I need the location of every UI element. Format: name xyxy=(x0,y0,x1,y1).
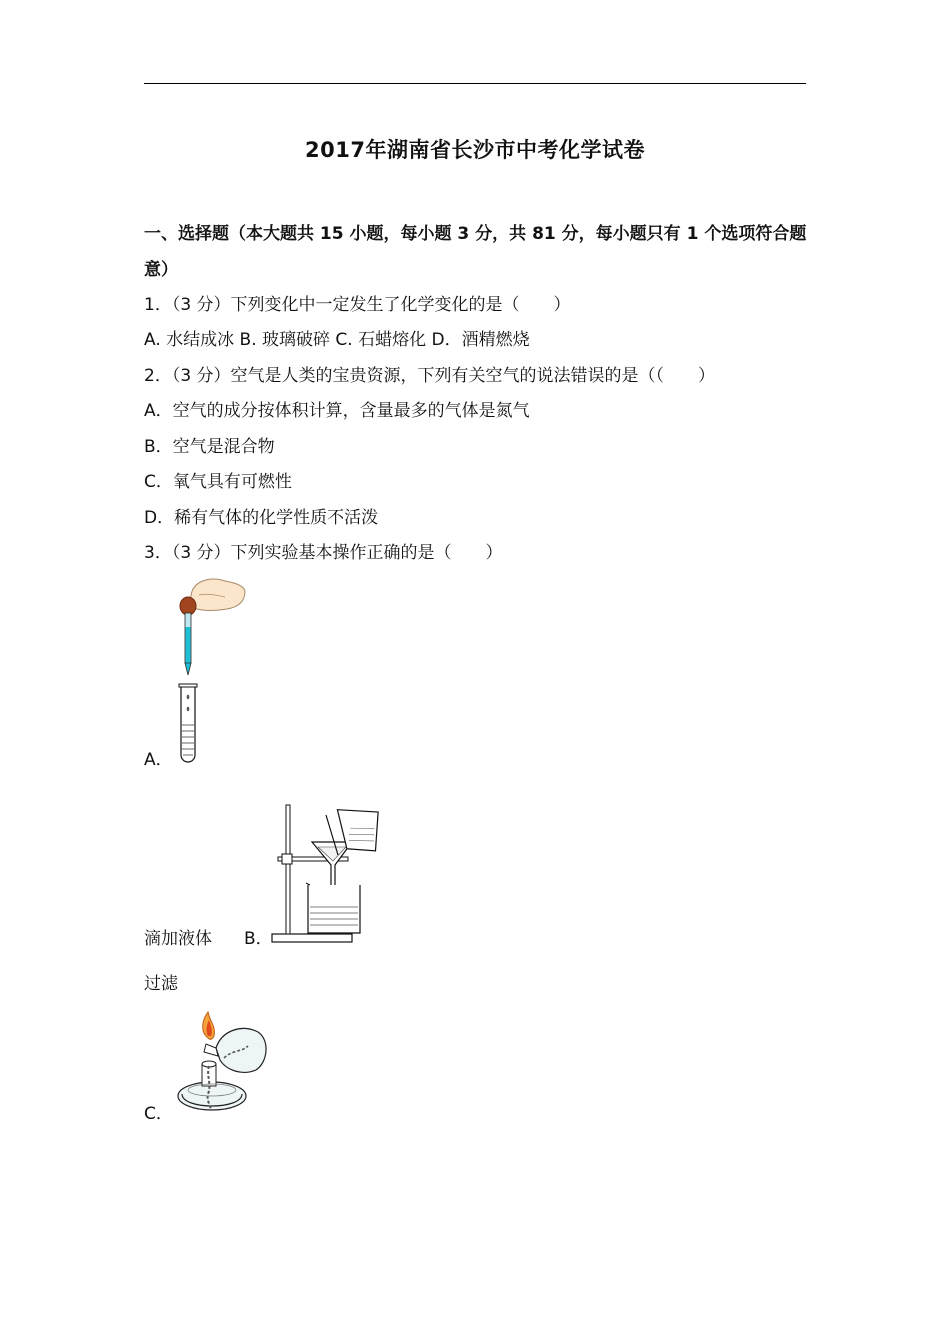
q2-option-c: C．氧气具有可燃性 xyxy=(144,472,292,492)
dropper-test-tube-figure xyxy=(165,575,250,767)
q3-option-b-letter: B． xyxy=(244,929,273,949)
q2-option-d: D．稀有气体的化学性质不活泼 xyxy=(144,508,379,528)
section-heading: 一、选择题（本大题共 15 小题，每小题 3 分，共 81 分，每小题只有 1 个选项符合题 xyxy=(144,224,807,244)
alcohol-lamp-figure xyxy=(172,1010,272,1122)
page-title: 2017年湖南省长沙市中考化学试卷 xyxy=(305,138,645,162)
q3-option-c-letter: C． xyxy=(144,1104,173,1124)
filtration-figure xyxy=(268,797,393,945)
q2-option-b: B．空气是混合物 xyxy=(144,437,275,457)
q2-option-a: A．空气的成分按体积计算，含量最多的气体是氮气 xyxy=(144,401,530,421)
q3-option-a-text: 滴加液体 xyxy=(144,929,212,949)
q1-options: A. 水结成冰 B. 玻璃破碎 C. 石蜡熔化 D．酒精燃烧 xyxy=(144,330,530,350)
q2-stem: 2．（3 分）空气是人类的宝贵资源，下列有关空气的说法错误的是（（ ） xyxy=(144,366,716,386)
q1-stem: 1．（3 分）下列变化中一定发生了化学变化的是（ ） xyxy=(144,295,571,315)
q3-option-a-letter: A． xyxy=(144,750,173,770)
section-heading-cont: 意） xyxy=(144,260,178,280)
header-rule xyxy=(144,83,806,84)
q3-stem: 3．（3 分）下列实验基本操作正确的是（ ） xyxy=(144,543,503,563)
q3-option-b-text: 过滤 xyxy=(144,974,178,994)
